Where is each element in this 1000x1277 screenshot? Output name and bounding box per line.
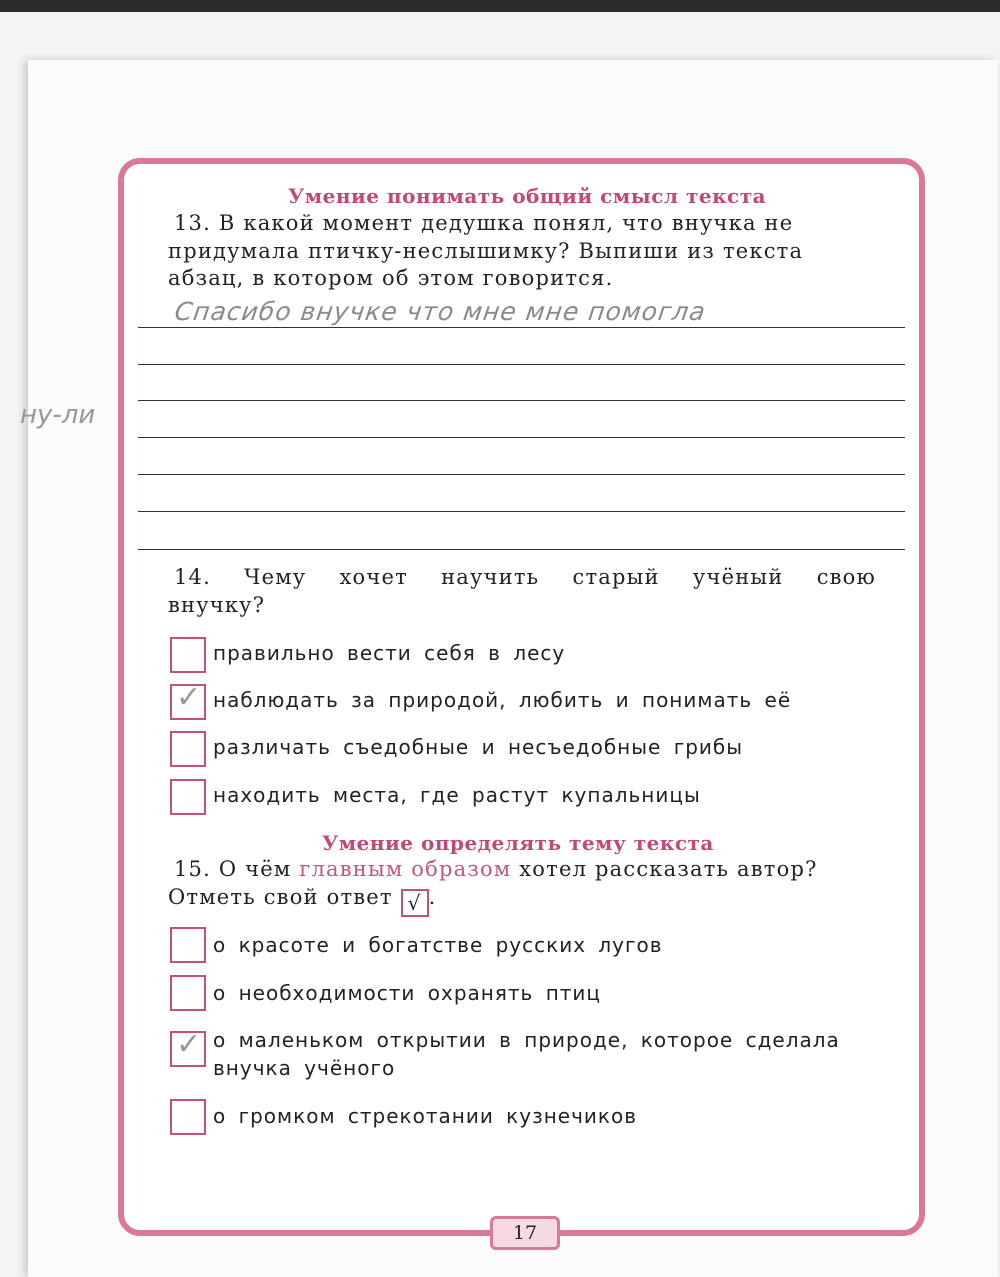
q13-line: придумала птичку-неслышимку? Выпиши из текста [168, 238, 804, 263]
q15-checkbox-2[interactable] [170, 975, 206, 1011]
q14-option-3: различать съедобные и несъедобные грибы [213, 735, 744, 759]
q14-checkbox-1[interactable] [170, 637, 206, 673]
q15-checkbox-1[interactable] [170, 927, 206, 963]
q15-text: 15. О чём главным образом хотел рассказать автор? Отметь свой ответ √ . [168, 857, 818, 915]
q15-checkbox-3[interactable] [170, 1027, 206, 1067]
q14-option-4: находить места, где растут купальницы [213, 783, 701, 807]
section2-heading: Умение определять тему текста [322, 831, 714, 855]
q15-highlight: главным образом [299, 857, 512, 881]
q15-suffix: хотел рассказать автор? [511, 857, 818, 881]
answer-line[interactable] [138, 437, 905, 438]
q15-option-3-line: о маленьком открытии в природе, которое сделала [213, 1028, 840, 1052]
answer-line[interactable] [138, 474, 905, 475]
q15-instruction: Отметь свой ответ [168, 884, 393, 909]
q13-line: абзац, в котором об этом говорится. [168, 266, 614, 290]
q14-checkbox-4[interactable] [170, 779, 206, 815]
answer-line[interactable] [138, 364, 905, 365]
q15-prefix: 15. О чём [174, 857, 300, 881]
q14-checkbox-3[interactable] [170, 731, 206, 767]
q15-option-4: о громком стрекотании кузнечиков [213, 1104, 638, 1128]
section1-heading: Умение понимать общий смысл текста [288, 184, 767, 208]
answer-line[interactable] [138, 549, 905, 550]
q14-line: внучку? [168, 592, 266, 617]
q14-line: 14. Чему хочет научить старый учёный свою [174, 565, 876, 589]
q14-checkbox-2[interactable] [170, 680, 206, 720]
q13-line: 13. В какой момент дедушка понял, что внучка не [174, 211, 794, 235]
check-mark-icon: ✓ [176, 1027, 202, 1062]
check-sample-icon: √ [401, 889, 429, 917]
q15-option-2: о необходимости охранять птиц [213, 981, 602, 1005]
answer-line[interactable] [138, 327, 905, 328]
q15-option-1: о красоте и богатстве русских лугов [213, 933, 663, 957]
check-mark-icon: ✓ [176, 680, 202, 715]
page-number: 17 [490, 1216, 560, 1250]
handwritten-answer: Спасибо внучке что мне мне помогла [172, 297, 708, 326]
answer-line[interactable] [138, 400, 905, 401]
answer-line[interactable] [138, 511, 905, 512]
margin-note: ну-ли [20, 400, 96, 430]
q14-option-1: правильно вести себя в лесу [213, 641, 566, 665]
scan-edge [0, 0, 1000, 12]
q15-checkbox-4[interactable] [170, 1099, 206, 1135]
q13-text [168, 210, 803, 293]
q14-text [168, 564, 876, 619]
q14-option-2: наблюдать за природой, любить и понимать её [213, 688, 792, 712]
q15-option-3-line: внучка учёного [213, 1056, 396, 1080]
q15-option-3 [213, 1026, 840, 1082]
